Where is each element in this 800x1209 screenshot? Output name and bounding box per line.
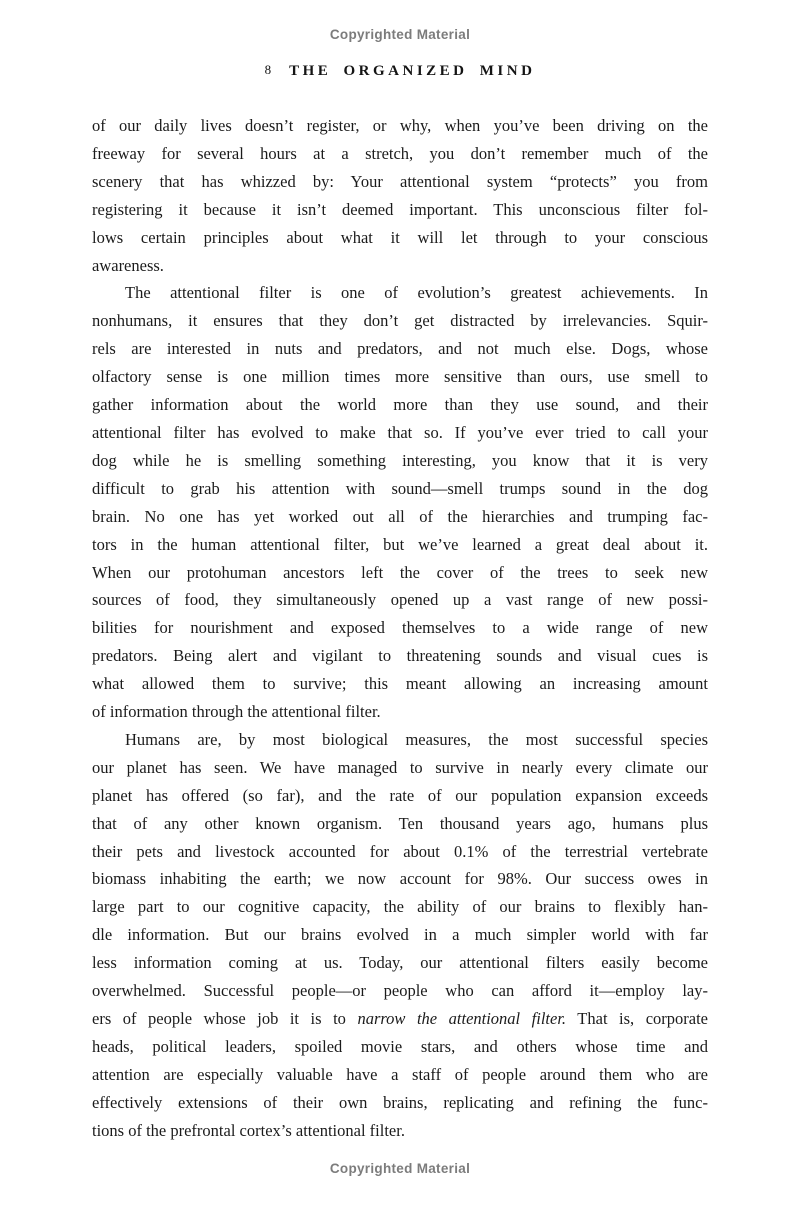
text-line: attentional filter has evolved to make that so. If you’ve ever tried to call your (92, 422, 708, 442)
text-line: nonhumans, it ensures that they don’t get distracted by irrelevancies. Squir- (92, 311, 708, 331)
text-line: predators. Being alert and vigilant to threatening sounds and visual cues is (92, 646, 708, 666)
text-line: sources of food, they simultaneously opened up a vast range of new possi- (92, 590, 708, 610)
text-line: less information coming at us. Today, our attentional filters easily become (92, 953, 708, 973)
text-line: what allowed them to survive; this meant allowing an increasing amount (92, 674, 708, 694)
text-line: that of any other known organism. Ten thousand years ago, humans plus (92, 813, 708, 833)
text-line: dle information. But our brains evolved in a much simpler world with far (92, 925, 708, 945)
book-title: THE ORGANIZED MIND (289, 63, 536, 79)
text-line: tors in the human attentional filter, but we’ve learned a great deal about it. (92, 534, 708, 554)
text-line: rels are interested in nuts and predators, and not much else. Dogs, whose (92, 339, 708, 359)
text-line: The attentional filter is one of evolution’s greatest achievements. In (125, 283, 708, 303)
text-line: tions of the prefrontal cortex’s attentional filter. (92, 1120, 405, 1140)
text-line: planet has offered (so far), and the rate of our population expansion exceeds (92, 785, 708, 805)
page-number: 8 (264, 62, 272, 77)
text-line: olfactory sense is one million times more sensitive than ours, use smell to (92, 367, 708, 387)
italic-text-segment: narrow the attentional filter. (357, 1009, 567, 1028)
text-line: heads, political leaders, spoiled movie stars, and others whose time and (92, 1036, 708, 1056)
text-line: When our protohuman ancestors left the cover of the trees to seek new (92, 562, 708, 582)
text-segment: ers of people whose job it is to (92, 1009, 358, 1028)
text-line: attention are especially valuable have a staff of people around them who are (92, 1064, 708, 1084)
text-line-with-italic (92, 1005, 708, 1033)
text-line: difficult to grab his attention with sound—smell trumps sound in the dog (92, 478, 708, 498)
text-segment: That is, corporate (566, 1009, 709, 1028)
copyright-notice-top: Copyrighted Material (329, 27, 471, 42)
text-line: awareness. (92, 255, 164, 275)
copyright-notice-bottom: Copyrighted Material (329, 1161, 471, 1176)
text-line: overwhelmed. Successful people—or people who can afford it—employ lay- (92, 981, 708, 1001)
text-line: lows certain principles about what it will let through to your conscious (92, 227, 708, 247)
text-line: gather information about the world more than they use sound, and their (92, 395, 708, 415)
text-line: their pets and livestock accounted for about 0.1% of the terrestrial vertebrate (92, 841, 708, 861)
body-text (92, 112, 708, 1145)
text-line: dog while he is smelling something interesting, you know that it is very (92, 450, 708, 470)
text-line: freeway for several hours at a stretch, you don’t remember much of the (92, 143, 708, 163)
text-line: bilities for nourishment and exposed themselves to a wide range of new (92, 618, 708, 638)
text-line: of our daily lives doesn’t register, or why, when you’ve been driving on the (92, 116, 708, 135)
text-line: scenery that has whizzed by: Your attentional system “protects” you from (92, 171, 708, 191)
text-line: of information through the attentional filter. (92, 702, 381, 722)
text-line: registering it because it isn’t deemed important. This unconscious filter fol- (92, 199, 708, 219)
text-line: effectively extensions of their own brains, replicating and refining the func- (92, 1092, 708, 1112)
text-line: large part to our cognitive capacity, the ability of our brains to flexibly han- (92, 897, 708, 917)
running-head (0, 62, 800, 80)
text-line: Humans are, by most biological measures, the most successful species (125, 729, 708, 749)
text-line: our planet has seen. We have managed to survive in nearly every climate our (92, 757, 708, 777)
text-line: brain. No one has yet worked out all of the hierarchies and trumping fac- (92, 506, 708, 526)
text-line: biomass inhabiting the earth; we now account for 98%. Our success owes in (92, 869, 708, 889)
